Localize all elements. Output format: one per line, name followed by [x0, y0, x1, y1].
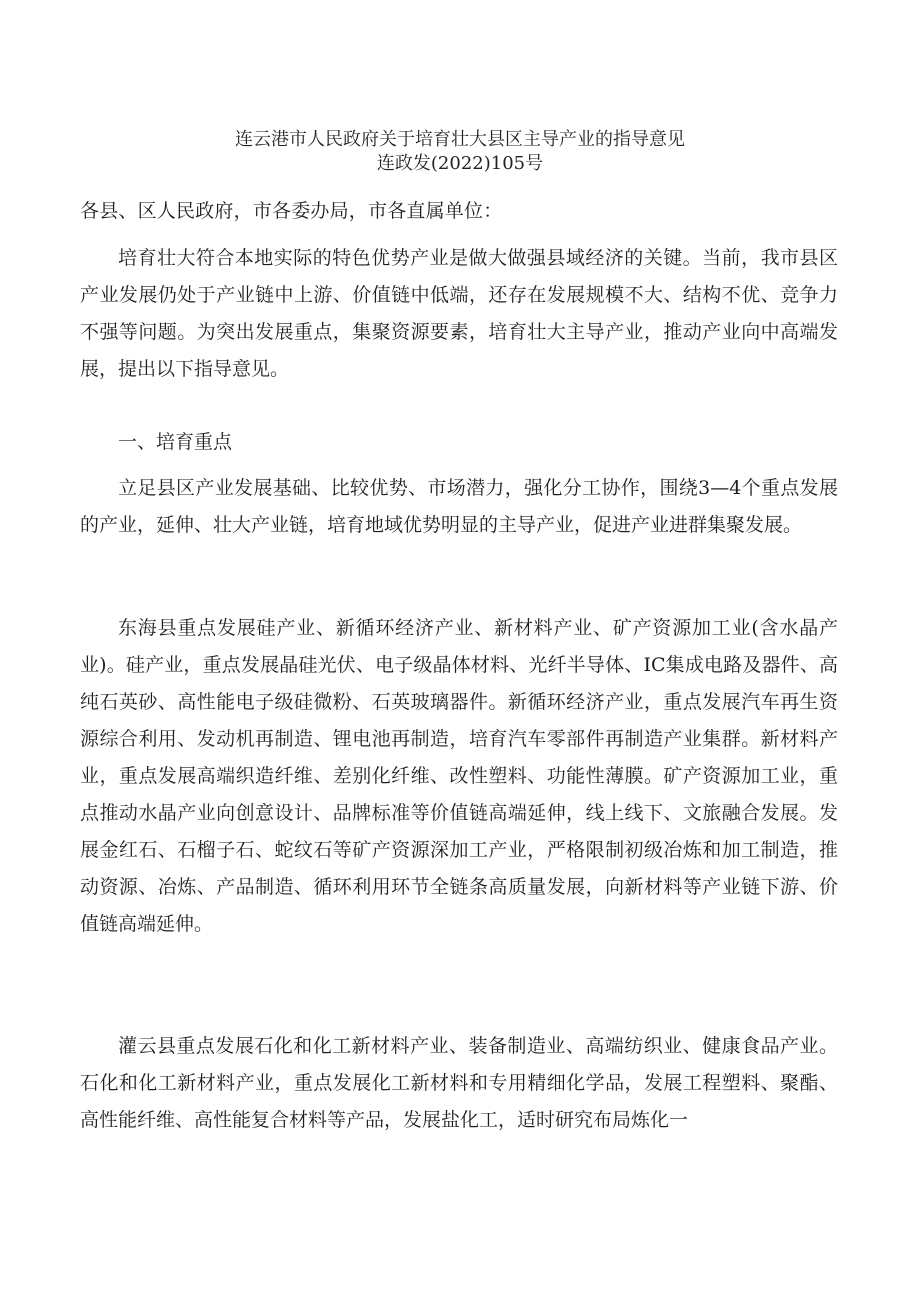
- paragraph-intro: 培育壮大符合本地实际的特色优势产业是做大做强县域经济的关键。当前，我市县区产业发展仍处于产业链中上游、价值链中低端，还存在发展规模不大、结构不优、竞争力不强等问题。为突出发展重点，集聚资源要素，培育壮大主导产业，推动产业向中高端发展，提出以下指导意见。: [80, 247, 838, 380]
- salutation: 各县、区人民政府，市各委办局，市各直属单位：: [80, 200, 503, 222]
- paragraph-donghai: 东海县重点发展硅产业、新循环经济产业、新材料产业、矿产资源加工业(含水晶产业)。硅产业，重点发展晶硅光伏、电子级晶体材料、光纤半导体、IC集成电路及器件、高纯石英砂、高性能电子级硅微粉、石英玻璃器件。新循环经济产业，重点发展汽车再生资源综合利用、发动机再制造、锂电池再制造，培育汽车零部件再制造产业集群。新材料产业，重点发展高端织造纤维、差别化纤维、改性塑料、功能性薄膜。矿产资源加工业，重点推动水晶产业向创意设计、品牌标准等价值链高端延伸，线上线下、文旅融合发展。发展金红石、石榴子石、蛇纹石等矿产资源深加工产业，严格限制初级冶炼和加工制造，推动资源、冶炼、产品制造、循环利用环节全链条高质量发展，向新材料等产业链下游、价值链高端延伸。: [80, 617, 838, 935]
- document-number: 连政发(2022)105号: [376, 153, 544, 174]
- paragraph-guanyun: 灌云县重点发展石化和化工新材料产业、装备制造业、高端纺织业、健康食品产业。石化和化工新材料产业，重点发展化工新材料和专用精细化学品，发展工程塑料、聚酯、高性能纤维、高性能复合材料等产品，发展盐化工，适时研究布局炼化一: [80, 1035, 838, 1131]
- paragraph-focus: 立足县区产业发展基础、比较优势、市场潜力，强化分工协作，围绕3—4个重点发展的产业，延伸、壮大产业链，培育地域优势明显的主导产业，促进产业进群集聚发展。: [80, 477, 838, 536]
- document-title: 连云港市人民政府关于培育壮大县区主导产业的指导意见: [235, 129, 685, 150]
- section-heading: 一、培育重点: [118, 431, 233, 453]
- title-block: [0, 128, 920, 176]
